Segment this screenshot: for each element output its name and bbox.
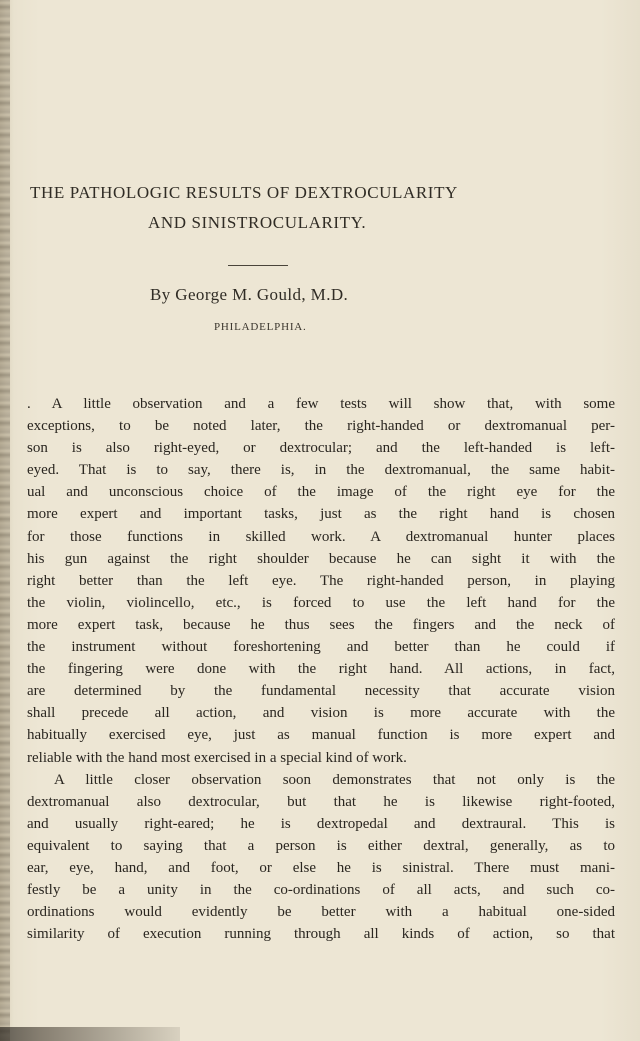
text-line: exceptions, to be noted later, the right-handed or dextromanual per- (27, 418, 615, 435)
text-line: similarity of execution running through all kinds of action, so that (27, 926, 615, 943)
page-binding-edge (0, 0, 10, 1041)
author-name: George M. Gould, M.D. (175, 285, 349, 304)
article-title-line-1: THE PATHOLOGIC RESULTS OF DEXTROCULARITY (30, 183, 458, 202)
text-line: the instrument without foreshortening and better than he could if (27, 639, 615, 656)
text-line: son is also right-eyed, or dextrocular; and the left-handed is left- (27, 440, 615, 457)
text-line: A little closer observation soon demonstrates that not only is the (54, 771, 615, 788)
text-line: dextromanual also dextrocular, but that he is likewise right-footed, (27, 793, 615, 810)
byline-prefix: By (150, 285, 171, 304)
text-line: equivalent to saying that a person is either dextral, generally, as to (27, 837, 615, 854)
text-line: eyed. That is to say, there is, in the dextromanual, the same habit- (27, 462, 615, 479)
author-location: PHILADELPHIA. (214, 321, 307, 333)
text-line: and usually right-eared; he is dextropedal and dextraural. This is (27, 815, 615, 832)
text-line: the fingering were done with the right hand. All actions, in fact, (27, 661, 615, 678)
text-line: festly be a unity in the co-ordinations of all acts, and such co- (27, 882, 615, 899)
title-divider (228, 265, 288, 266)
text-line: more expert task, because he thus sees the fingers and the neck of (27, 616, 615, 633)
article-body (27, 393, 615, 945)
text-line: ordinations would evidently be better with a habitual one-sided (27, 904, 615, 921)
text-line: ear, eye, hand, and foot, or else he is sinistral. There must mani- (27, 859, 615, 876)
text-line: the violin, violincello, etc., is forced to use the left hand for the (27, 594, 615, 611)
article-title-line-2: AND SINISTROCULARITY. (148, 213, 367, 232)
text-line: for those functions in skilled work. A dextromanual hunter places (27, 528, 615, 545)
text-line: his gun against the right shoulder because he can sight it with the (27, 550, 615, 567)
byline (150, 285, 348, 305)
text-line: shall precede all action, and vision is more accurate with the (27, 705, 615, 722)
text-line: more expert and important tasks, just as the right hand is chosen (27, 506, 615, 523)
text-line: are determined by the fundamental necessity that accurate vision (27, 683, 615, 700)
text-line: habitually exercised eye, just as manual function is more expert and (27, 727, 615, 744)
text-line: . A little observation and a few tests will show that, with some (27, 396, 615, 412)
text-line: ual and unconscious choice of the image of the right eye for the (27, 484, 615, 501)
page-bottom-stain (0, 1027, 180, 1041)
text-line: right better than the left eye. The right-handed person, in playing (27, 572, 615, 589)
text-line: reliable with the hand most exercised in a special kind of work. (27, 749, 407, 766)
